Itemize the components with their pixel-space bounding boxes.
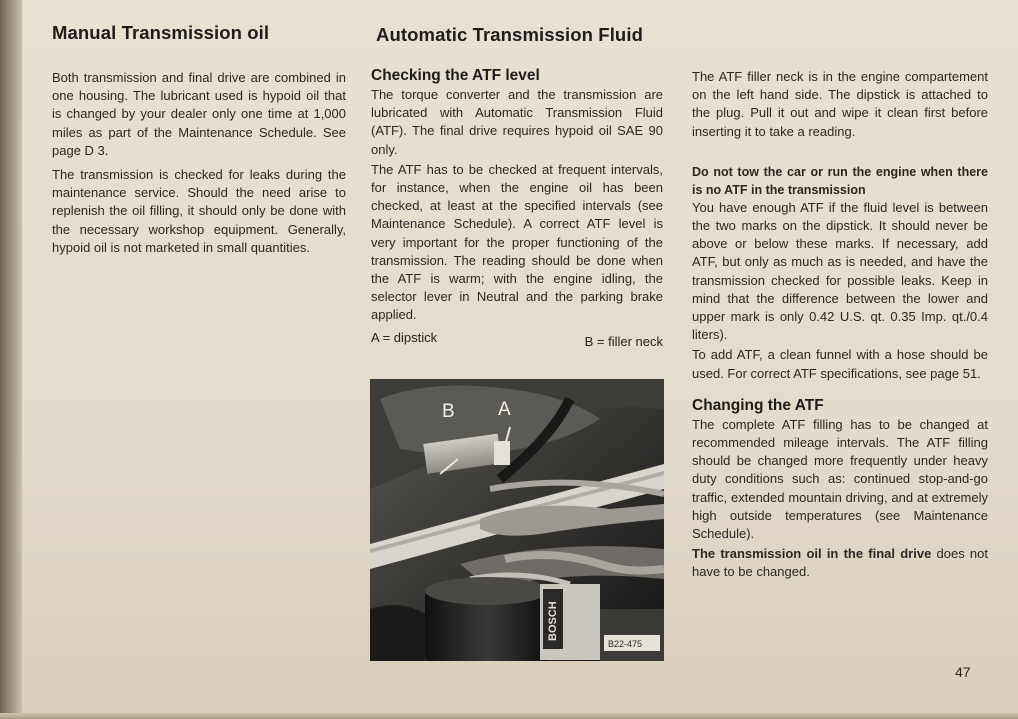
automatic-transmission-heading: Automatic Transmission Fluid — [376, 24, 643, 45]
manual-paragraph-1: Both transmission and final drive are combined in one housing. The lubricant used is hypoid oil that is changed by your dealer only one time at 1,000 miles as part of the Maintenance Schedule. See page D 3. — [52, 70, 346, 158]
filler-neck-paragraph: The ATF filler neck is in the engine compartement on the left hand side. The dipstick is attached to the plug. Pull it out and wipe it clean first before inserting it to take a reading. — [692, 69, 988, 139]
atf-level-paragraph: You have enough ATF if the fluid level is between the two marks on the dipstick. It should never be above or below these marks. If necessary, add ATF, but only as much as is needed, and have the transmission checked for possible leaks. Keep in mind that the difference between the lower and upper mark is only 0.42 U.S. qt. 0.35 Imp. qt./0.4 liters). — [692, 199, 988, 343]
engine-illustration — [370, 379, 664, 661]
changing-paragraph: The complete ATF filling has to be changed at recommended mileage intervals. The ATF filling should be changed more frequently under heavy duty conditions such as: continued stop-and-go traffic, extended mountain driving, and at extremely high outside temperatures (see Maintenance Schedule). — [692, 416, 988, 542]
engine-photo — [370, 379, 664, 661]
photo-caption — [371, 329, 663, 349]
final-drive-note — [692, 545, 988, 581]
caption-filler-neck: B = filler neck — [584, 333, 663, 349]
photo-brand-label: BOSCH — [547, 601, 559, 641]
photo-label-a: A — [498, 399, 511, 420]
checking-paragraph-1: The torque converter and the transmission are lubricated with Automatic Transmission Fluid (ATF). The final drive requires hypoid oil SAE 90 only. — [371, 87, 663, 157]
column-checking — [371, 67, 663, 349]
column-manual — [52, 69, 346, 263]
book-spine — [0, 0, 22, 719]
caption-dipstick: A = dipstick — [371, 329, 438, 345]
changing-atf-heading: Changing the ATF — [692, 396, 824, 414]
page-number: 47 — [955, 664, 971, 680]
checking-paragraph-2: The ATF has to be checked at frequent intervals, for instance, when the engine oil has been checked, at least at the specified intervals (see Maintenance Schedule). A correct ATF level is very important for the proper functioning of the transmission. The reading should be done when the ATF is warm; with the engine idling, the selector lever in Neutral and the parking brake applied. — [371, 161, 663, 323]
final-drive-note-rest: does not have to be changed. — [692, 546, 988, 580]
page-bottom-edge — [0, 713, 1018, 719]
add-atf-paragraph: To add ATF, a clean funnel with a hose should be used. For correct ATF specifications, see page 51. — [692, 347, 988, 381]
final-drive-note-bold: The transmission oil in the final drive — [692, 546, 932, 562]
photo-code-label: B22-475 — [608, 639, 643, 649]
manual-transmission-heading: Manual Transmission oil — [52, 22, 270, 43]
checking-atf-heading: Checking the ATF level — [371, 67, 540, 84]
column-right — [692, 68, 988, 584]
photo-label-b: B — [442, 401, 455, 422]
manual-paragraph-2: The transmission is checked for leaks during the maintenance service. Should the need arise to replenish the oil filling, it should only be done with the necessary workshop equipment. Generally, hypoid oil is not marketed in small quantities. — [52, 167, 346, 255]
no-atf-warning: Do not tow the car or run the engine when there is no ATF in the transmission — [692, 164, 988, 197]
